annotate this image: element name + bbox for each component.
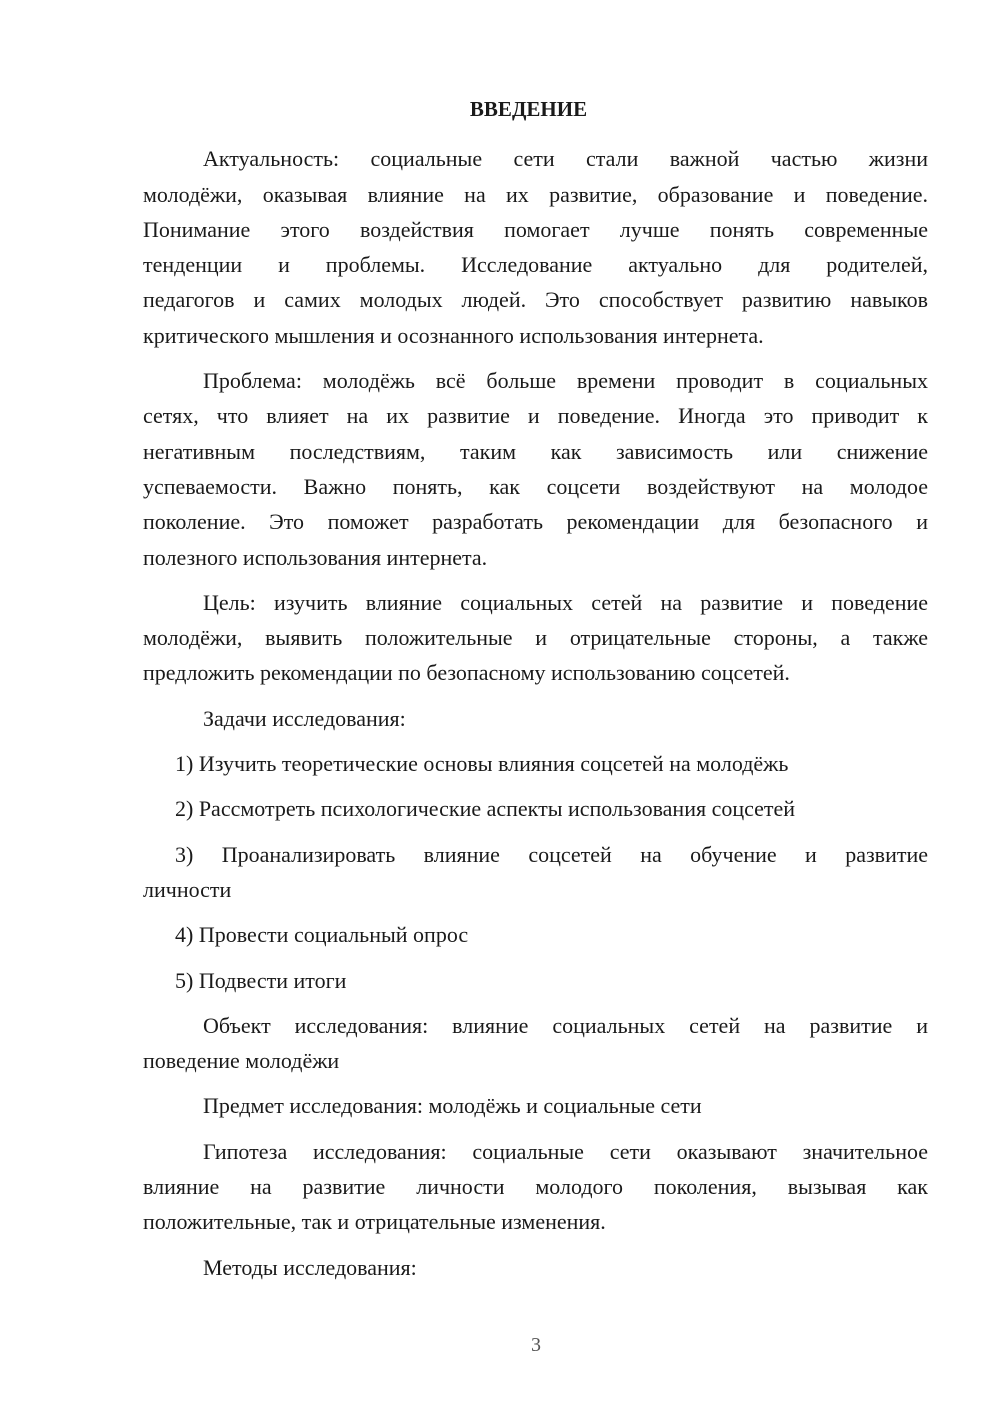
text-line: Проблема: молодёжь всё больше времени проводит в социальных [203,368,928,394]
text-line: полезного использования интернета. [143,544,488,570]
paragraph [143,917,928,952]
text-line: Гипотеза исследования: социальные сети оказывают значительное [203,1138,928,1164]
paragraph [143,1008,928,1079]
paragraph [143,963,928,998]
paragraph [143,1088,928,1123]
text-line: сетях, что влияет на их развитие и поведение. Иногда это приводит к [143,403,928,429]
text-line: поколение. Это поможет разработать рекомендации для безопасного и [143,509,928,535]
text-line: влияние на развитие личности молодого поколения, вызывая как [143,1174,928,1200]
text-line: успеваемости. Важно понять, как соцсети воздействуют на молодое [143,473,928,499]
text-line: молодёжи, оказывая влияние на их развитие, образование и поведение. [143,181,928,207]
document-body [143,141,928,1285]
text-line: 1) Изучить теоретические основы влияния соцсетей на молодёжь [175,751,789,777]
document-page [143,92,928,1285]
text-line: Актуальность: социальные сети стали важной частью жизни [203,146,928,172]
text-line: педагогов и самих молодых людей. Это способствует развитию навыков [143,287,928,313]
paragraph [143,1134,928,1240]
text-line: 4) Провести социальный опрос [175,922,469,948]
text-line: негативным последствиям, таким как зависимость или снижение [143,438,928,464]
text-line: личности [143,876,232,902]
text-line: Задачи исследования: [203,705,406,731]
text-line: молодёжи, выявить положительные и отрицательные стороны, а также [143,625,928,651]
text-line: критического мышления и осознанного использования интернета. [143,322,764,348]
section-title: ВВЕДЕНИЕ [469,97,588,121]
paragraph [143,141,928,353]
paragraph [143,1250,928,1285]
paragraph [143,837,928,908]
text-line: Объект исследования: влияние социальных сетей на развитие и [203,1012,928,1038]
text-line: 5) Подвести итоги [175,967,347,993]
paragraph [143,746,928,781]
paragraph [143,585,928,691]
text-line: поведение молодёжи [143,1048,340,1074]
text-line: Понимание этого воздействия помогает лучше понять современные [143,216,928,242]
text-line: положительные, так и отрицательные изменения. [143,1209,606,1235]
paragraph [143,363,928,575]
text-line: Цель: изучить влияние социальных сетей на развитие и поведение [203,589,928,615]
text-line: тенденции и проблемы. Исследование актуально для родителей, [143,252,928,278]
text-line: Предмет исследования: молодёжь и социальные сети [203,1093,702,1119]
text-line: 2) Рассмотреть психологические аспекты использования соцсетей [175,796,796,822]
paragraph [143,791,928,826]
page-number: 3 [531,1334,541,1356]
text-line: Методы исследования: [203,1254,417,1280]
text-line: 3) Проанализировать влияние соцсетей на обучение и развитие [175,841,928,867]
text-line: предложить рекомендации по безопасному использованию соцсетей. [143,660,790,686]
paragraph [143,701,928,736]
